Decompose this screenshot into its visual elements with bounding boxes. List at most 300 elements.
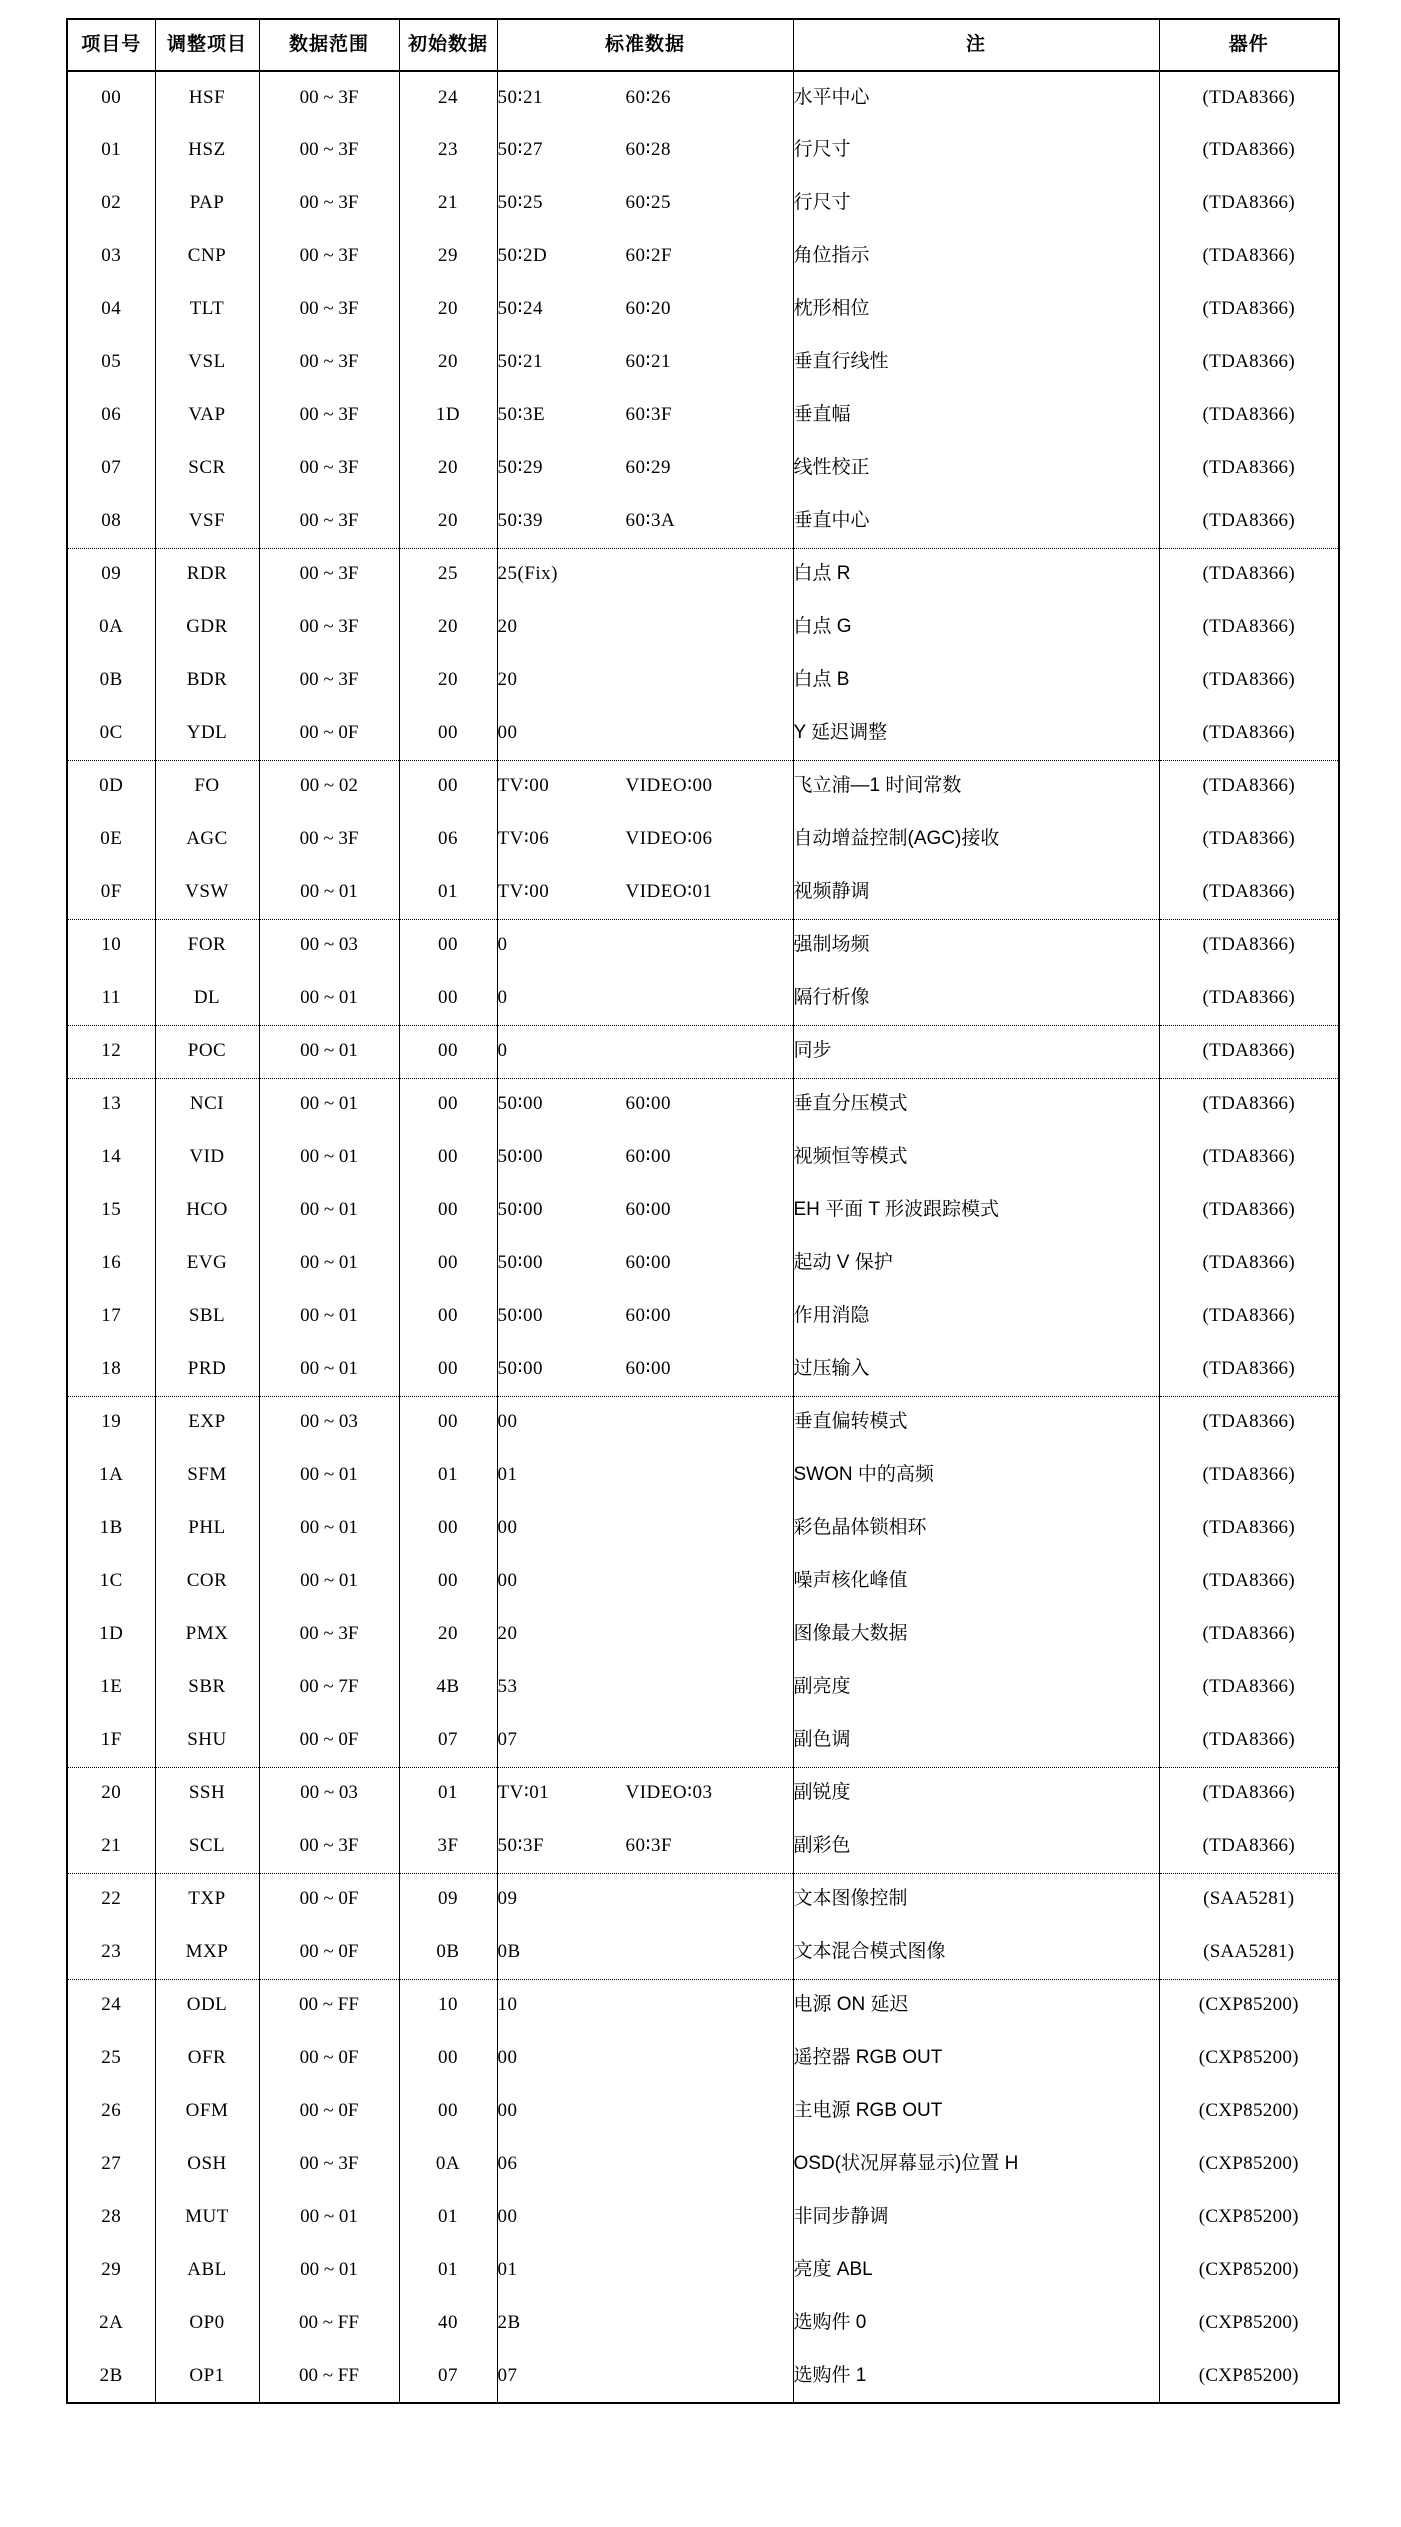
cell-adjust-item: EVG: [155, 1237, 259, 1290]
cell-data-range: 00 ~ 01: [259, 2191, 399, 2244]
standard-value-primary: 50∶39: [497, 509, 543, 531]
cell-note: 水平中心: [793, 71, 1159, 124]
cell-adjust-item: MUT: [155, 2191, 259, 2244]
cell-note: 垂直分压模式: [793, 1078, 1159, 1131]
cell-data-range: 00 ~ 3F: [259, 389, 399, 442]
table-row: [67, 866, 1339, 919]
cell-note: 白点 G: [793, 601, 1159, 654]
column-header-data-range: 数据范围: [259, 19, 399, 71]
column-header-item-no: 项目号: [67, 19, 155, 71]
cell-initial-data: 00: [399, 1502, 497, 1555]
cell-item-no: 2B: [67, 2350, 155, 2403]
cell-standard-data: [497, 707, 793, 760]
cell-standard-data: [497, 1396, 793, 1449]
cell-standard-data: [497, 972, 793, 1025]
cell-adjust-item: PRD: [155, 1343, 259, 1396]
cell-note: 彩色晶体锁相环: [793, 1502, 1159, 1555]
cell-note: 过压输入: [793, 1343, 1159, 1396]
standard-value-primary: 00: [497, 2047, 518, 2069]
cell-note: 视频恒等模式: [793, 1131, 1159, 1184]
cell-note: 垂直偏转模式: [793, 1396, 1159, 1449]
cell-adjust-item: GDR: [155, 601, 259, 654]
cell-device: (TDA8366): [1159, 1078, 1339, 1131]
cell-device: (TDA8366): [1159, 1820, 1339, 1873]
cell-adjust-item: MXP: [155, 1926, 259, 1979]
standard-value-primary: 20: [497, 616, 518, 638]
cell-device: (TDA8366): [1159, 972, 1339, 1025]
cell-device: (TDA8366): [1159, 1237, 1339, 1290]
cell-item-no: 1D: [67, 1608, 155, 1661]
cell-standard-data: [497, 1078, 793, 1131]
cell-initial-data: 01: [399, 2244, 497, 2297]
cell-data-range: 00 ~ 01: [259, 972, 399, 1025]
cell-item-no: 06: [67, 389, 155, 442]
standard-value-primary: 01: [497, 1464, 518, 1486]
table-row: [67, 495, 1339, 548]
cell-standard-data: [497, 813, 793, 866]
cell-item-no: 04: [67, 283, 155, 336]
cell-initial-data: 00: [399, 1184, 497, 1237]
cell-note: 自动增益控制(AGC)接收: [793, 813, 1159, 866]
cell-item-no: 25: [67, 2032, 155, 2085]
cell-device: (TDA8366): [1159, 1290, 1339, 1343]
cell-initial-data: 20: [399, 601, 497, 654]
cell-note: OSD(状况屏幕显示)位置 H: [793, 2138, 1159, 2191]
cell-adjust-item: SFM: [155, 1449, 259, 1502]
table-row: [67, 1502, 1339, 1555]
cell-item-no: 2A: [67, 2297, 155, 2350]
standard-value-secondary: 60∶21: [625, 351, 671, 373]
standard-value-primary: 50∶00: [497, 1199, 543, 1221]
cell-adjust-item: PHL: [155, 1502, 259, 1555]
cell-standard-data: [497, 283, 793, 336]
cell-initial-data: 4B: [399, 1661, 497, 1714]
cell-standard-data: [497, 1661, 793, 1714]
cell-device: (TDA8366): [1159, 1131, 1339, 1184]
cell-standard-data: [497, 654, 793, 707]
standard-value-primary: 00: [497, 2100, 518, 2122]
cell-device: (TDA8366): [1159, 813, 1339, 866]
standard-value-primary: 10: [497, 1994, 518, 2016]
table-row: [67, 283, 1339, 336]
cell-initial-data: 29: [399, 230, 497, 283]
cell-initial-data: 00: [399, 919, 497, 972]
cell-adjust-item: TXP: [155, 1873, 259, 1926]
cell-device: (TDA8366): [1159, 124, 1339, 177]
cell-adjust-item: CNP: [155, 230, 259, 283]
standard-value-primary: TV∶00: [497, 775, 550, 797]
cell-note: 非同步静调: [793, 2191, 1159, 2244]
cell-data-range: 00 ~ 3F: [259, 495, 399, 548]
cell-standard-data: [497, 1820, 793, 1873]
cell-device: (CXP85200): [1159, 2191, 1339, 2244]
table-header: [67, 19, 1339, 71]
table-row: [67, 1396, 1339, 1449]
standard-value-primary: 00: [497, 721, 518, 743]
cell-note: 白点 B: [793, 654, 1159, 707]
table-row: [67, 177, 1339, 230]
cell-adjust-item: SBR: [155, 1661, 259, 1714]
table-row: [67, 71, 1339, 124]
cell-initial-data: 00: [399, 1237, 497, 1290]
cell-device: (CXP85200): [1159, 2244, 1339, 2297]
table-row: [67, 654, 1339, 707]
cell-adjust-item: YDL: [155, 707, 259, 760]
standard-value-primary: TV∶01: [497, 1782, 550, 1804]
cell-note: 垂直幅: [793, 389, 1159, 442]
cell-standard-data: [497, 1926, 793, 1979]
cell-item-no: 12: [67, 1025, 155, 1078]
cell-adjust-item: HSF: [155, 71, 259, 124]
cell-item-no: 18: [67, 1343, 155, 1396]
cell-device: (TDA8366): [1159, 707, 1339, 760]
cell-standard-data: [497, 336, 793, 389]
table-row: [67, 1926, 1339, 1979]
cell-adjust-item: COR: [155, 1555, 259, 1608]
cell-note: 文本混合模式图像: [793, 1926, 1159, 1979]
cell-adjust-item: SCL: [155, 1820, 259, 1873]
cell-standard-data: [497, 1502, 793, 1555]
table-row: [67, 1290, 1339, 1343]
cell-data-range: 00 ~ 01: [259, 1555, 399, 1608]
cell-standard-data: [497, 1290, 793, 1343]
cell-initial-data: 0B: [399, 1926, 497, 1979]
cell-initial-data: 00: [399, 1025, 497, 1078]
cell-standard-data: [497, 1184, 793, 1237]
cell-item-no: 1C: [67, 1555, 155, 1608]
standard-value-primary: 00: [497, 1411, 518, 1433]
cell-note: 枕形相位: [793, 283, 1159, 336]
table-row: [67, 1449, 1339, 1502]
cell-item-no: 24: [67, 1979, 155, 2032]
standard-value-primary: 53: [497, 1676, 518, 1698]
cell-note: 白点 R: [793, 548, 1159, 601]
cell-standard-data: [497, 760, 793, 813]
standard-value-secondary: 60∶20: [625, 298, 671, 320]
cell-note: 亮度 ABL: [793, 2244, 1159, 2297]
cell-initial-data: 00: [399, 1343, 497, 1396]
cell-initial-data: 20: [399, 283, 497, 336]
cell-data-range: 00 ~ 03: [259, 1396, 399, 1449]
cell-item-no: 0E: [67, 813, 155, 866]
cell-item-no: 14: [67, 1131, 155, 1184]
cell-device: (TDA8366): [1159, 389, 1339, 442]
cell-device: (TDA8366): [1159, 177, 1339, 230]
standard-value-primary: 00: [497, 1517, 518, 1539]
cell-initial-data: 06: [399, 813, 497, 866]
cell-data-range: 00 ~ 7F: [259, 1661, 399, 1714]
standard-value-primary: 50∶21: [497, 351, 543, 373]
cell-adjust-item: ODL: [155, 1979, 259, 2032]
standard-value-secondary: 60∶28: [625, 139, 671, 161]
cell-standard-data: [497, 2032, 793, 2085]
cell-device: (CXP85200): [1159, 2297, 1339, 2350]
table-row: [67, 1184, 1339, 1237]
table-row: [67, 760, 1339, 813]
cell-device: (TDA8366): [1159, 1608, 1339, 1661]
standard-value-primary: 50∶21: [497, 86, 543, 108]
cell-note: 噪声核化峰值: [793, 1555, 1159, 1608]
table-row: [67, 2138, 1339, 2191]
cell-initial-data: 01: [399, 1449, 497, 1502]
cell-item-no: 22: [67, 1873, 155, 1926]
cell-data-range: 00 ~ 3F: [259, 2138, 399, 2191]
cell-device: (CXP85200): [1159, 2032, 1339, 2085]
cell-initial-data: 20: [399, 1608, 497, 1661]
standard-value-primary: 25(Fix): [497, 563, 558, 585]
cell-device: (TDA8366): [1159, 1343, 1339, 1396]
cell-standard-data: [497, 2297, 793, 2350]
cell-adjust-item: HCO: [155, 1184, 259, 1237]
cell-standard-data: [497, 919, 793, 972]
standard-value-primary: 50∶24: [497, 298, 543, 320]
cell-note: 强制场频: [793, 919, 1159, 972]
cell-note: 作用消隐: [793, 1290, 1159, 1343]
cell-adjust-item: SSH: [155, 1767, 259, 1820]
cell-item-no: 0C: [67, 707, 155, 760]
cell-initial-data: 20: [399, 654, 497, 707]
cell-initial-data: 09: [399, 1873, 497, 1926]
standard-value-secondary: 60∶25: [625, 192, 671, 214]
table-row: [67, 1820, 1339, 1873]
cell-adjust-item: OFR: [155, 2032, 259, 2085]
standard-value-primary: 50∶2D: [497, 245, 548, 267]
cell-data-range: 00 ~ 3F: [259, 230, 399, 283]
cell-item-no: 19: [67, 1396, 155, 1449]
standard-value-secondary: 60∶3A: [625, 509, 676, 531]
cell-note: 行尺寸: [793, 177, 1159, 230]
cell-standard-data: [497, 2244, 793, 2297]
cell-item-no: 13: [67, 1078, 155, 1131]
cell-device: (TDA8366): [1159, 1184, 1339, 1237]
cell-initial-data: 00: [399, 1131, 497, 1184]
table-row: [67, 1237, 1339, 1290]
standard-value-secondary: 60∶00: [625, 1357, 671, 1379]
cell-note: 线性校正: [793, 442, 1159, 495]
cell-data-range: 00 ~ 3F: [259, 442, 399, 495]
cell-initial-data: 10: [399, 1979, 497, 2032]
standard-value-secondary: 60∶00: [625, 1146, 671, 1168]
cell-note: 选购件 0: [793, 2297, 1159, 2350]
cell-standard-data: [497, 124, 793, 177]
cell-adjust-item: HSZ: [155, 124, 259, 177]
cell-adjust-item: OSH: [155, 2138, 259, 2191]
cell-initial-data: 07: [399, 2350, 497, 2403]
table-row: [67, 389, 1339, 442]
table-row: [67, 2191, 1339, 2244]
cell-adjust-item: SHU: [155, 1714, 259, 1767]
cell-data-range: 00 ~ FF: [259, 2297, 399, 2350]
table-row: [67, 2085, 1339, 2138]
standard-value-primary: TV∶00: [497, 880, 550, 902]
cell-item-no: 26: [67, 2085, 155, 2138]
standard-value-primary: 01: [497, 2259, 518, 2281]
standard-value-secondary: 60∶3F: [625, 404, 673, 426]
cell-standard-data: [497, 1979, 793, 2032]
cell-adjust-item: VSW: [155, 866, 259, 919]
cell-data-range: 00 ~ FF: [259, 1979, 399, 2032]
cell-device: (TDA8366): [1159, 1714, 1339, 1767]
cell-standard-data: [497, 1131, 793, 1184]
cell-device: (TDA8366): [1159, 866, 1339, 919]
standard-value-secondary: VIDEO∶03: [625, 1782, 713, 1804]
table-row: [67, 2297, 1339, 2350]
cell-note: 副色调: [793, 1714, 1159, 1767]
standard-value-primary: 50∶3F: [497, 1834, 545, 1856]
standard-value-primary: 50∶27: [497, 139, 543, 161]
cell-standard-data: [497, 71, 793, 124]
cell-item-no: 0D: [67, 760, 155, 813]
cell-item-no: 00: [67, 71, 155, 124]
cell-note: 起动 V 保护: [793, 1237, 1159, 1290]
cell-initial-data: 20: [399, 442, 497, 495]
cell-data-range: 00 ~ 01: [259, 1184, 399, 1237]
cell-standard-data: [497, 548, 793, 601]
standard-value-primary: 00: [497, 1570, 518, 1592]
cell-initial-data: 00: [399, 1396, 497, 1449]
cell-adjust-item: FO: [155, 760, 259, 813]
table-row: [67, 1131, 1339, 1184]
cell-standard-data: [497, 1767, 793, 1820]
cell-device: (TDA8366): [1159, 1502, 1339, 1555]
cell-note: EH 平面 T 形波跟踪模式: [793, 1184, 1159, 1237]
standard-value-secondary: 60∶29: [625, 457, 671, 479]
cell-initial-data: 20: [399, 495, 497, 548]
table-row: [67, 1767, 1339, 1820]
cell-note: 行尺寸: [793, 124, 1159, 177]
cell-data-range: 00 ~ 0F: [259, 1926, 399, 1979]
standard-value-secondary: VIDEO∶01: [625, 880, 713, 902]
standard-value-primary: 50∶00: [497, 1146, 543, 1168]
column-header-note: 注: [793, 19, 1159, 71]
cell-item-no: 02: [67, 177, 155, 230]
standard-value-primary: 07: [497, 1728, 518, 1750]
table-row: [67, 1979, 1339, 2032]
cell-item-no: 05: [67, 336, 155, 389]
standard-value-secondary: VIDEO∶06: [625, 828, 713, 850]
standard-value-primary: 00: [497, 2206, 518, 2228]
cell-initial-data: 00: [399, 2085, 497, 2138]
table-body: [67, 71, 1339, 2403]
cell-device: (TDA8366): [1159, 919, 1339, 972]
cell-item-no: 08: [67, 495, 155, 548]
cell-standard-data: [497, 177, 793, 230]
header-row: [67, 19, 1339, 71]
cell-adjust-item: EXP: [155, 1396, 259, 1449]
cell-standard-data: [497, 230, 793, 283]
cell-initial-data: 00: [399, 1290, 497, 1343]
cell-data-range: 00 ~ 01: [259, 1237, 399, 1290]
cell-note: 隔行析像: [793, 972, 1159, 1025]
cell-data-range: 00 ~ FF: [259, 2350, 399, 2403]
cell-standard-data: [497, 442, 793, 495]
adjustment-data-table: [66, 18, 1340, 2404]
cell-note: 主电源 RGB OUT: [793, 2085, 1159, 2138]
cell-note: 飞立浦—1 时间常数: [793, 760, 1159, 813]
cell-standard-data: [497, 1714, 793, 1767]
standard-value-primary: 50∶00: [497, 1093, 543, 1115]
table-row: [67, 1661, 1339, 1714]
table-row: [67, 1714, 1339, 1767]
standard-value-primary: 0: [497, 986, 508, 1008]
cell-note: Y 延迟调整: [793, 707, 1159, 760]
table-row: [67, 442, 1339, 495]
cell-adjust-item: OP0: [155, 2297, 259, 2350]
table-row: [67, 2350, 1339, 2403]
cell-initial-data: 00: [399, 972, 497, 1025]
cell-note: 电源 ON 延迟: [793, 1979, 1159, 2032]
cell-note: 遥控器 RGB OUT: [793, 2032, 1159, 2085]
cell-adjust-item: VSF: [155, 495, 259, 548]
standard-value-primary: 0: [497, 1040, 508, 1062]
cell-device: (TDA8366): [1159, 1767, 1339, 1820]
cell-standard-data: [497, 1555, 793, 1608]
cell-item-no: 28: [67, 2191, 155, 2244]
cell-adjust-item: NCI: [155, 1078, 259, 1131]
cell-adjust-item: POC: [155, 1025, 259, 1078]
cell-initial-data: 00: [399, 2032, 497, 2085]
cell-item-no: 0A: [67, 601, 155, 654]
cell-adjust-item: PAP: [155, 177, 259, 230]
standard-value-secondary: 60∶00: [625, 1305, 671, 1327]
cell-data-range: 00 ~ 3F: [259, 548, 399, 601]
cell-device: (TDA8366): [1159, 442, 1339, 495]
cell-initial-data: 21: [399, 177, 497, 230]
cell-data-range: 00 ~ 3F: [259, 177, 399, 230]
standard-value-secondary: 60∶00: [625, 1252, 671, 1274]
cell-item-no: 07: [67, 442, 155, 495]
column-header-device: 器件: [1159, 19, 1339, 71]
cell-item-no: 1E: [67, 1661, 155, 1714]
cell-device: (TDA8366): [1159, 336, 1339, 389]
cell-item-no: 03: [67, 230, 155, 283]
cell-data-range: 00 ~ 02: [259, 760, 399, 813]
cell-note: 垂直行线性: [793, 336, 1159, 389]
table-row: [67, 124, 1339, 177]
cell-data-range: 00 ~ 0F: [259, 2085, 399, 2138]
cell-data-range: 00 ~ 3F: [259, 601, 399, 654]
cell-data-range: 00 ~ 01: [259, 1078, 399, 1131]
cell-standard-data: [497, 2085, 793, 2138]
cell-standard-data: [497, 2191, 793, 2244]
standard-value-secondary: 60∶3F: [625, 1834, 673, 1856]
cell-note: SWON 中的高频: [793, 1449, 1159, 1502]
cell-device: (SAA5281): [1159, 1926, 1339, 1979]
cell-note: 视频静调: [793, 866, 1159, 919]
cell-device: (TDA8366): [1159, 760, 1339, 813]
standard-value-secondary: VIDEO∶00: [625, 775, 713, 797]
cell-note: 文本图像控制: [793, 1873, 1159, 1926]
cell-standard-data: [497, 866, 793, 919]
cell-device: (TDA8366): [1159, 283, 1339, 336]
cell-adjust-item: VAP: [155, 389, 259, 442]
cell-item-no: 15: [67, 1184, 155, 1237]
cell-device: (CXP85200): [1159, 2138, 1339, 2191]
cell-initial-data: 01: [399, 2191, 497, 2244]
cell-data-range: 00 ~ 0F: [259, 2032, 399, 2085]
cell-device: (CXP85200): [1159, 2350, 1339, 2403]
cell-data-range: 00 ~ 01: [259, 1343, 399, 1396]
standard-value-primary: 50∶00: [497, 1305, 543, 1327]
table-row: [67, 1608, 1339, 1661]
cell-standard-data: [497, 1608, 793, 1661]
cell-standard-data: [497, 2350, 793, 2403]
cell-initial-data: 3F: [399, 1820, 497, 1873]
cell-adjust-item: BDR: [155, 654, 259, 707]
cell-standard-data: [497, 1237, 793, 1290]
cell-data-range: 00 ~ 01: [259, 866, 399, 919]
cell-item-no: 10: [67, 919, 155, 972]
